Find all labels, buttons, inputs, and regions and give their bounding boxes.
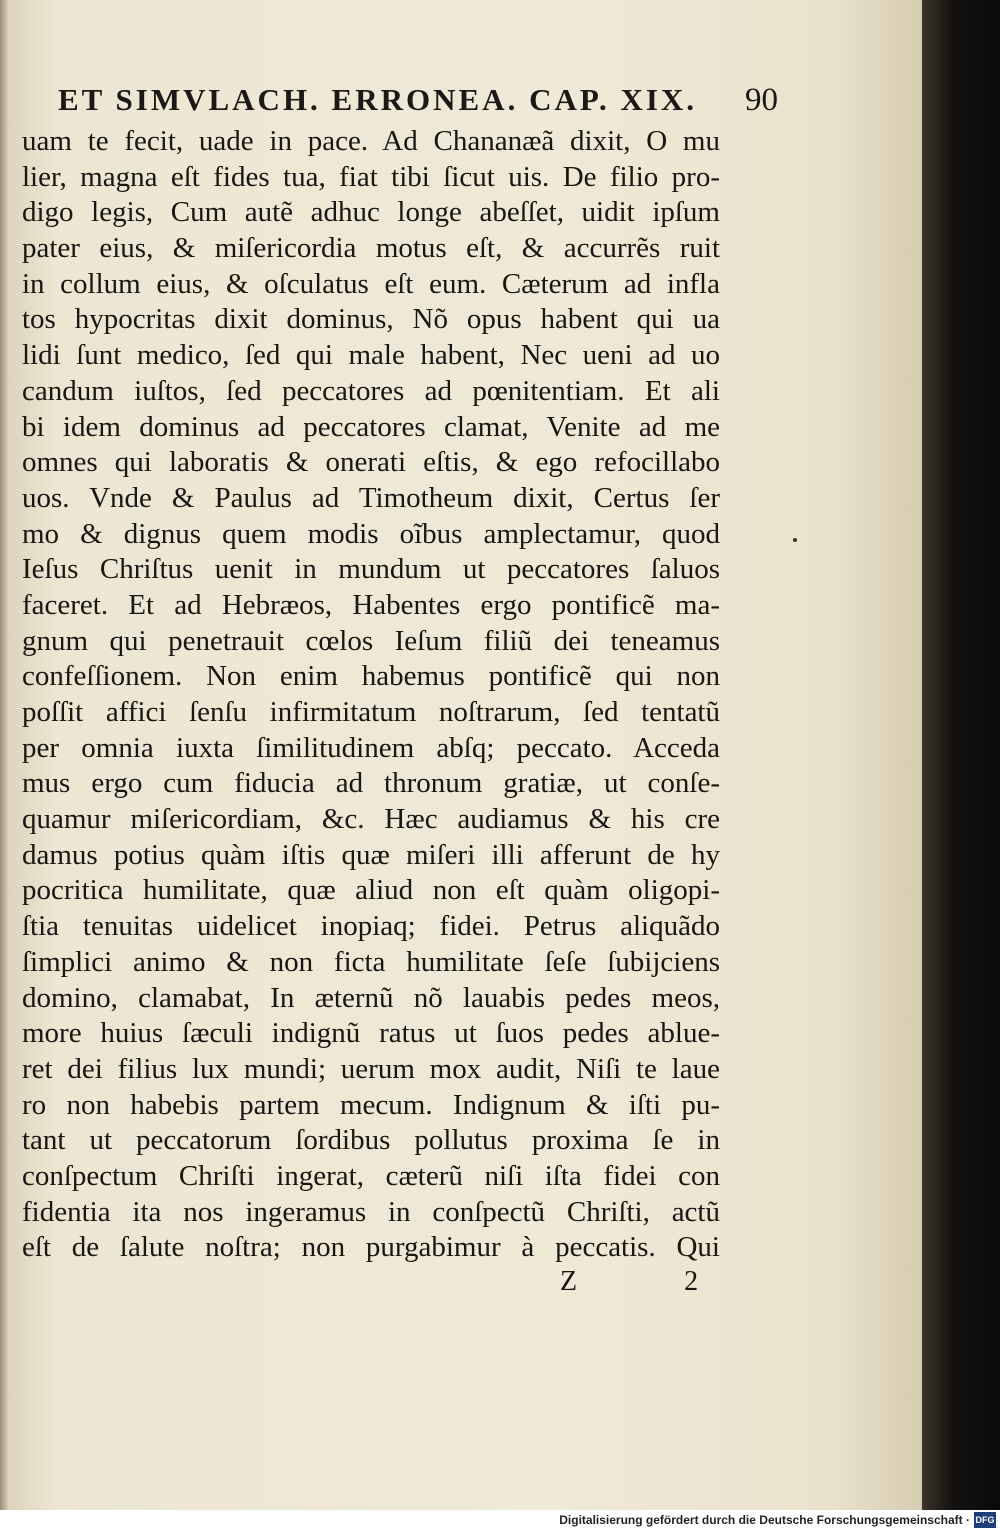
text-line: gnum qui penetrauit cœlos Ieſum filiũ dei teneamus (22, 624, 720, 657)
text-line: more huius ſæculi indignũ ratus ut ſuos pedes ablue- (22, 1017, 720, 1050)
page-edge-shadow (922, 0, 1000, 1510)
text-line: ret dei filius lux mundi; uerum mox audit, Niſi te laue (22, 1052, 720, 1085)
text-line: candum iuſtos, ſed peccatores ad pœnitentiam. Et ali (22, 374, 720, 407)
text-line: lidi ſunt medico, ſed qui male habent, Nec ueni ad uo (22, 339, 720, 372)
dfg-logo: DFG (974, 1512, 996, 1528)
text-line: tos hypocritas dixit dominus, Nõ opus habent qui ua (22, 303, 720, 336)
text-line: mo & dignus quem modis oĩbus amplectamur, quod (22, 517, 720, 550)
text-line: poſſit affici ſenſu infirmitatum noſtrarum, ſed tentatũ (22, 696, 720, 728)
text-line: ſimplici animo & non ficta humilitate ſeſe ſubijciens (22, 945, 720, 978)
text-line: lier, magna eſt fides tua, fiat tibi ſicut uis. De filio pro- (22, 160, 720, 193)
text-line: confeſſionem. Non enim habemus pontificẽ qui non (22, 660, 720, 693)
text-line: uam te fecit, uade in pace. Ad Chananæã dixit, O mu (22, 125, 720, 157)
running-title: ET SIMVLACH. ERRONEA. CAP. XIX. (58, 82, 698, 117)
text-line: uos. Vnde & Paulus ad Timotheum dixit, Certus ſer (22, 481, 720, 514)
text-line: fidentia ita nos ingeramus in conſpectũ Chriſti, actũ (22, 1195, 720, 1228)
text-line: bi idem dominus ad peccatores clamat, Venite ad me (22, 410, 720, 443)
digitization-credit: Digitalisierung gefördert durch die Deutsche Forschungsgemeinschaft · (559, 1513, 970, 1527)
text-line: in collum eius, & oſculatus eſt eum. Cæterum ad infla (22, 267, 720, 300)
text-line: tant ut peccatorum ſordibus pollutus proxima ſe in (22, 1124, 720, 1157)
text-line: ſtia tenuitas uidelicet inopiaq; fidei. Petrus aliquãdo (22, 910, 720, 943)
text-line: damus potius quàm iſtis quæ miſeri illi afferunt de hy (22, 838, 720, 871)
text-line: per omnia iuxta ſimilitudinem abſq; peccato. Acceda (22, 731, 720, 764)
text-line: mus ergo cum fiducia ad thronum gratiæ, ut conſe- (22, 767, 720, 800)
page-gutter-edge (0, 0, 8, 1510)
text-line: pater eius, & miſericordia motus eſt, & accurrẽs ruit (22, 232, 720, 265)
text-line: Ieſus Chriſtus uenit in mundum ut peccatores ſaluos (22, 553, 720, 586)
text-line: omnes qui laboratis & onerati eſtis, & ego refocillabo (22, 446, 720, 479)
text-line: domino, clamabat, In æternũ nõ lauabis pedes meos, (22, 981, 720, 1014)
text-line: faceret. Et ad Hebræos, Habentes ergo pontificẽ ma- (22, 588, 720, 621)
text-line: pocritica humilitate, quæ aliud non eſt quàm oligopi- (22, 874, 720, 907)
text-line: conſpectum Chriſti ingerat, cæterũ niſi iſta fidei con (22, 1159, 720, 1192)
text-line: quamur miſericordiam, &c. Hæc audiamus & his cre (22, 803, 720, 836)
ink-speck (793, 538, 797, 542)
text-line: ro non habebis partem mecum. Indignum & iſti pu- (22, 1088, 720, 1121)
page-header (58, 82, 778, 122)
signature-mark: Z 2 (560, 1266, 749, 1297)
text-line: eſt de ſalute noſtra; non purgabimur à peccatis. Qui (22, 1231, 720, 1264)
folio-number: 90 (745, 82, 778, 118)
text-line: digo legis, Cum autẽ adhuc longe abeſſet, uidit ipſum (22, 196, 720, 229)
body-text (12, 124, 720, 1266)
